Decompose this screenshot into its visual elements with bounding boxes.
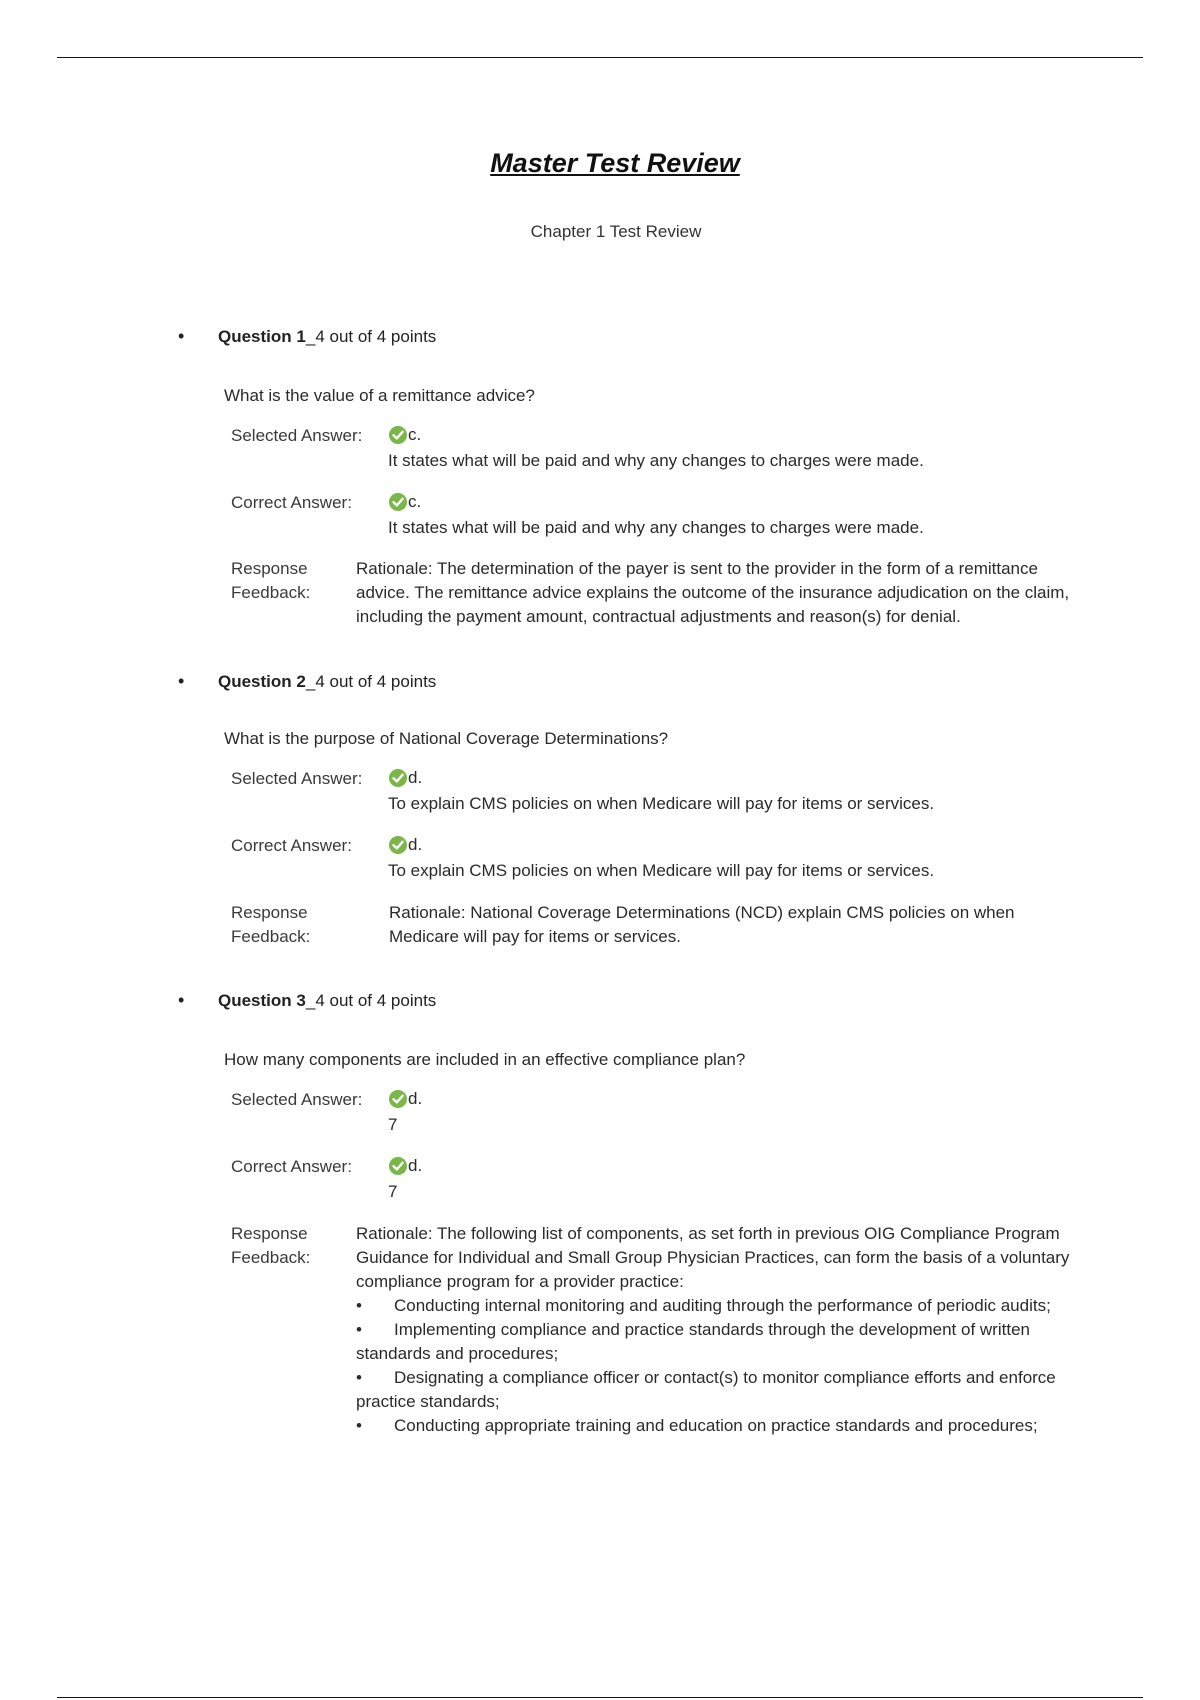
bullet: • — [178, 990, 185, 1010]
selected-text: To explain CMS policies on when Medicare will pay for items or services. — [388, 794, 935, 813]
feedback-bullet-item — [356, 1414, 1069, 1438]
correct-letter: c. — [408, 492, 422, 511]
feedback-bullet-continuation: standards and procedures; — [356, 1344, 559, 1363]
document-title: Master Test Review — [490, 148, 740, 178]
bullet: • — [178, 326, 185, 346]
feedback-line: Rationale: The determination of the payer is sent to the provider in the form of a remittance — [356, 559, 1038, 578]
feedback-line: Medicare will pay for items or services. — [389, 927, 681, 946]
question-2-correct-answer — [388, 832, 934, 884]
feedback-bullet-item — [356, 1294, 1069, 1318]
response-feedback-label — [231, 557, 310, 605]
question-3-correct-answer — [388, 1153, 422, 1205]
question-2-name: Question 2 — [218, 672, 306, 691]
top-rule — [57, 57, 1143, 58]
question-1-selected-answer — [388, 422, 924, 474]
feedback-line: Rationale: National Coverage Determinations (NCD) explain CMS policies on when — [389, 903, 1015, 922]
check-icon — [388, 835, 408, 855]
correct-letter: d. — [408, 835, 423, 854]
question-2-points: _4 out of 4 points — [305, 672, 437, 691]
selected-letter: c. — [408, 425, 422, 444]
correct-text: It states what will be paid and why any changes to charges were made. — [388, 518, 924, 537]
feedback-line: advice. The remittance advice explains the outcome of the insurance adjudication on the claim, — [356, 583, 1070, 602]
question-3-feedback — [356, 1222, 1069, 1438]
response-feedback-label — [231, 1222, 310, 1270]
check-icon — [388, 1089, 408, 1109]
question-1-feedback — [356, 557, 1069, 629]
feedback-bullet-item — [356, 1366, 1069, 1390]
correct-letter: d. — [408, 1156, 423, 1175]
bullet: • — [356, 1416, 362, 1435]
bullet: • — [356, 1368, 362, 1387]
correct-answer-label: Correct Answer: — [231, 836, 352, 855]
correct-text: To explain CMS policies on when Medicare will pay for items or services. — [388, 861, 935, 880]
correct-answer-label: Correct Answer: — [231, 1157, 352, 1176]
selected-letter: d. — [408, 768, 423, 787]
check-icon — [388, 492, 408, 512]
question-3-name: Question 3 — [218, 991, 306, 1010]
selected-answer-label: Selected Answer: — [231, 1090, 363, 1109]
check-icon — [388, 768, 408, 788]
question-2-selected-answer — [388, 765, 934, 817]
question-3-selected-answer — [388, 1086, 422, 1138]
bullet: • — [356, 1320, 362, 1339]
document-subtitle: Chapter 1 Test Review — [530, 222, 702, 241]
bullet: • — [178, 671, 185, 691]
selected-answer-label: Selected Answer: — [231, 769, 363, 788]
question-3-header — [178, 990, 436, 1011]
question-3-points: _4 out of 4 points — [305, 991, 437, 1010]
question-1-points: _4 out of 4 points — [305, 327, 437, 346]
bullet: • — [356, 1296, 362, 1315]
correct-text: 7 — [388, 1182, 398, 1201]
feedback-bullet-text: Designating a compliance officer or contact(s) to monitor compliance efforts and enforce — [394, 1368, 1056, 1387]
bottom-rule — [57, 1697, 1143, 1698]
question-1-name: Question 1 — [218, 327, 306, 346]
question-1-correct-answer — [388, 489, 924, 541]
question-1-text: What is the value of a remittance advice? — [224, 386, 535, 405]
check-icon — [388, 1156, 408, 1176]
question-1-header — [178, 326, 436, 347]
response-label: Response — [231, 903, 308, 922]
response-feedback-label — [231, 901, 310, 949]
feedback-line: Guidance for Individual and Small Group Physician Practices, can form the basis of a voluntary — [356, 1248, 1070, 1267]
feedback-line: Rationale: The following list of components, as set forth in previous OIG Compliance Program — [356, 1224, 1060, 1243]
question-2-feedback — [389, 901, 1015, 949]
response-label: Response — [231, 1224, 308, 1243]
feedback-line: compliance program for a provider practice: — [356, 1272, 684, 1291]
check-icon — [388, 425, 408, 445]
feedback-bullet-text: Conducting internal monitoring and auditing through the performance of periodic audits; — [394, 1296, 1051, 1315]
feedback-bullet-text: Implementing compliance and practice standards through the development of written — [394, 1320, 1030, 1339]
feedback-bullet-text: Conducting appropriate training and education on practice standards and procedures; — [394, 1416, 1038, 1435]
selected-letter: d. — [408, 1089, 423, 1108]
feedback-line: including the payment amount, contractual adjustments and reason(s) for denial. — [356, 607, 961, 626]
response-label: Response — [231, 559, 308, 578]
selected-text: It states what will be paid and why any changes to charges were made. — [388, 451, 924, 470]
feedback-bullet-item — [356, 1318, 1069, 1342]
question-2-text: What is the purpose of National Coverage Determinations? — [224, 729, 669, 748]
question-2-header — [178, 671, 436, 692]
feedback-label: Feedback: — [231, 1248, 311, 1267]
selected-text: 7 — [388, 1115, 398, 1134]
feedback-label: Feedback: — [231, 927, 311, 946]
selected-answer-label: Selected Answer: — [231, 426, 363, 445]
question-3-text: How many components are included in an effective compliance plan? — [224, 1050, 746, 1069]
feedback-bullet-continuation: practice standards; — [356, 1392, 500, 1411]
feedback-label: Feedback: — [231, 583, 311, 602]
correct-answer-label: Correct Answer: — [231, 493, 352, 512]
